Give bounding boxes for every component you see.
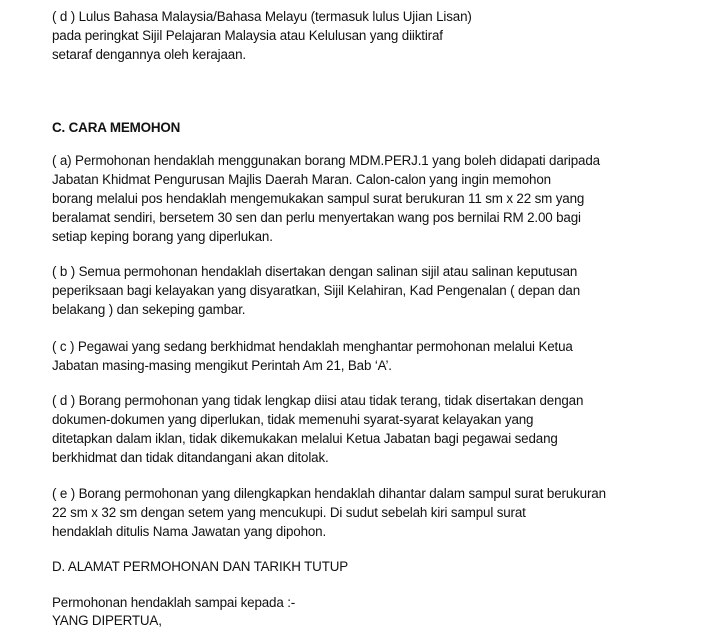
qualification-d-paragraph — [52, 7, 472, 64]
text-line: peperiksaan bagi kelayakan yang disyaratkan, Sijil Kelahiran, Kad Pengenalan ( depan dan — [52, 283, 581, 298]
text-line: ( d ) Lulus Bahasa Malaysia/Bahasa Melayu (termasuk lulus Ujian Lisan) — [52, 9, 472, 24]
text-line: beralamat sendiri, bersetem 30 sen dan perlu menyertakan wang pos bernilai RM 2.00 bagi — [52, 210, 581, 225]
text-line: berkhidmat dan tidak ditandangani akan ditolak. — [52, 450, 329, 465]
text-line: Jabatan masing-masing mengikut Perintah Am 21, Bab ‘A’. — [52, 358, 392, 373]
section-c-item-d — [52, 391, 583, 467]
text-line: ( b ) Semua permohonan hendaklah disertakan dengan salinan sijil atau salinan keputusan — [52, 264, 578, 279]
text-line: ( d ) Borang permohonan yang tidak lengkap diisi atau tidak terang, tidak disertakan dengan — [52, 393, 584, 408]
section-c-item-a — [52, 151, 600, 246]
text-line: pada peringkat Sijil Pelajaran Malaysia atau Kelulusan yang diiktiraf — [52, 28, 443, 43]
text-line: ( c ) Pegawai yang sedang berkhidmat hendaklah menghantar permohonan melalui Ketua — [52, 339, 573, 354]
text-line: ditetapkan dalam iklan, tidak dikemukakan melalui Ketua Jabatan bagi pegawai sedang — [52, 431, 558, 446]
text-line: belakang ) dan sekeping gambar. — [52, 302, 246, 317]
section-c-item-c — [52, 337, 573, 375]
text-line: ( a) Permohonan hendaklah menggunakan borang MDM.PERJ.1 yang boleh didapati daripada — [52, 153, 600, 168]
section-c-heading: C. CARA MEMOHON — [52, 120, 181, 135]
text-line: setaraf dengannya oleh kerajaan. — [52, 47, 246, 62]
section-d-address — [52, 594, 295, 630]
section-c-item-e — [52, 484, 606, 541]
text-line: borang melalui pos hendaklah mengemukakan sampul surat berukuran 11 sm x 22 sm yang — [52, 191, 585, 206]
text-line: setiap keping borang yang diperlukan. — [52, 229, 273, 244]
text-line: ( e ) Borang permohonan yang dilengkapkan hendaklah dihantar dalam sampul surat berukuran — [52, 486, 606, 501]
text-line: Jabatan Khidmat Pengurusan Majlis Daerah Maran. Calon-calon yang ingin memohon — [52, 172, 551, 187]
text-line: dokumen-dokumen yang diperlukan, tidak memenuhi syarat-syarat kelayakan yang — [52, 412, 534, 427]
text-line: 22 sm x 32 sm dengan setem yang mencukupi. Di sudut sebelah kiri sampul surat — [52, 505, 526, 520]
text-line: YANG DIPERTUA, — [52, 613, 162, 628]
section-c-item-b — [52, 262, 580, 319]
text-line: Permohonan hendaklah sampai kepada :- — [52, 595, 296, 610]
text-line: hendaklah ditulis Nama Jawatan yang dipohon. — [52, 524, 327, 539]
section-d-heading: D. ALAMAT PERMOHONAN DAN TARIKH TUTUP — [52, 559, 349, 574]
